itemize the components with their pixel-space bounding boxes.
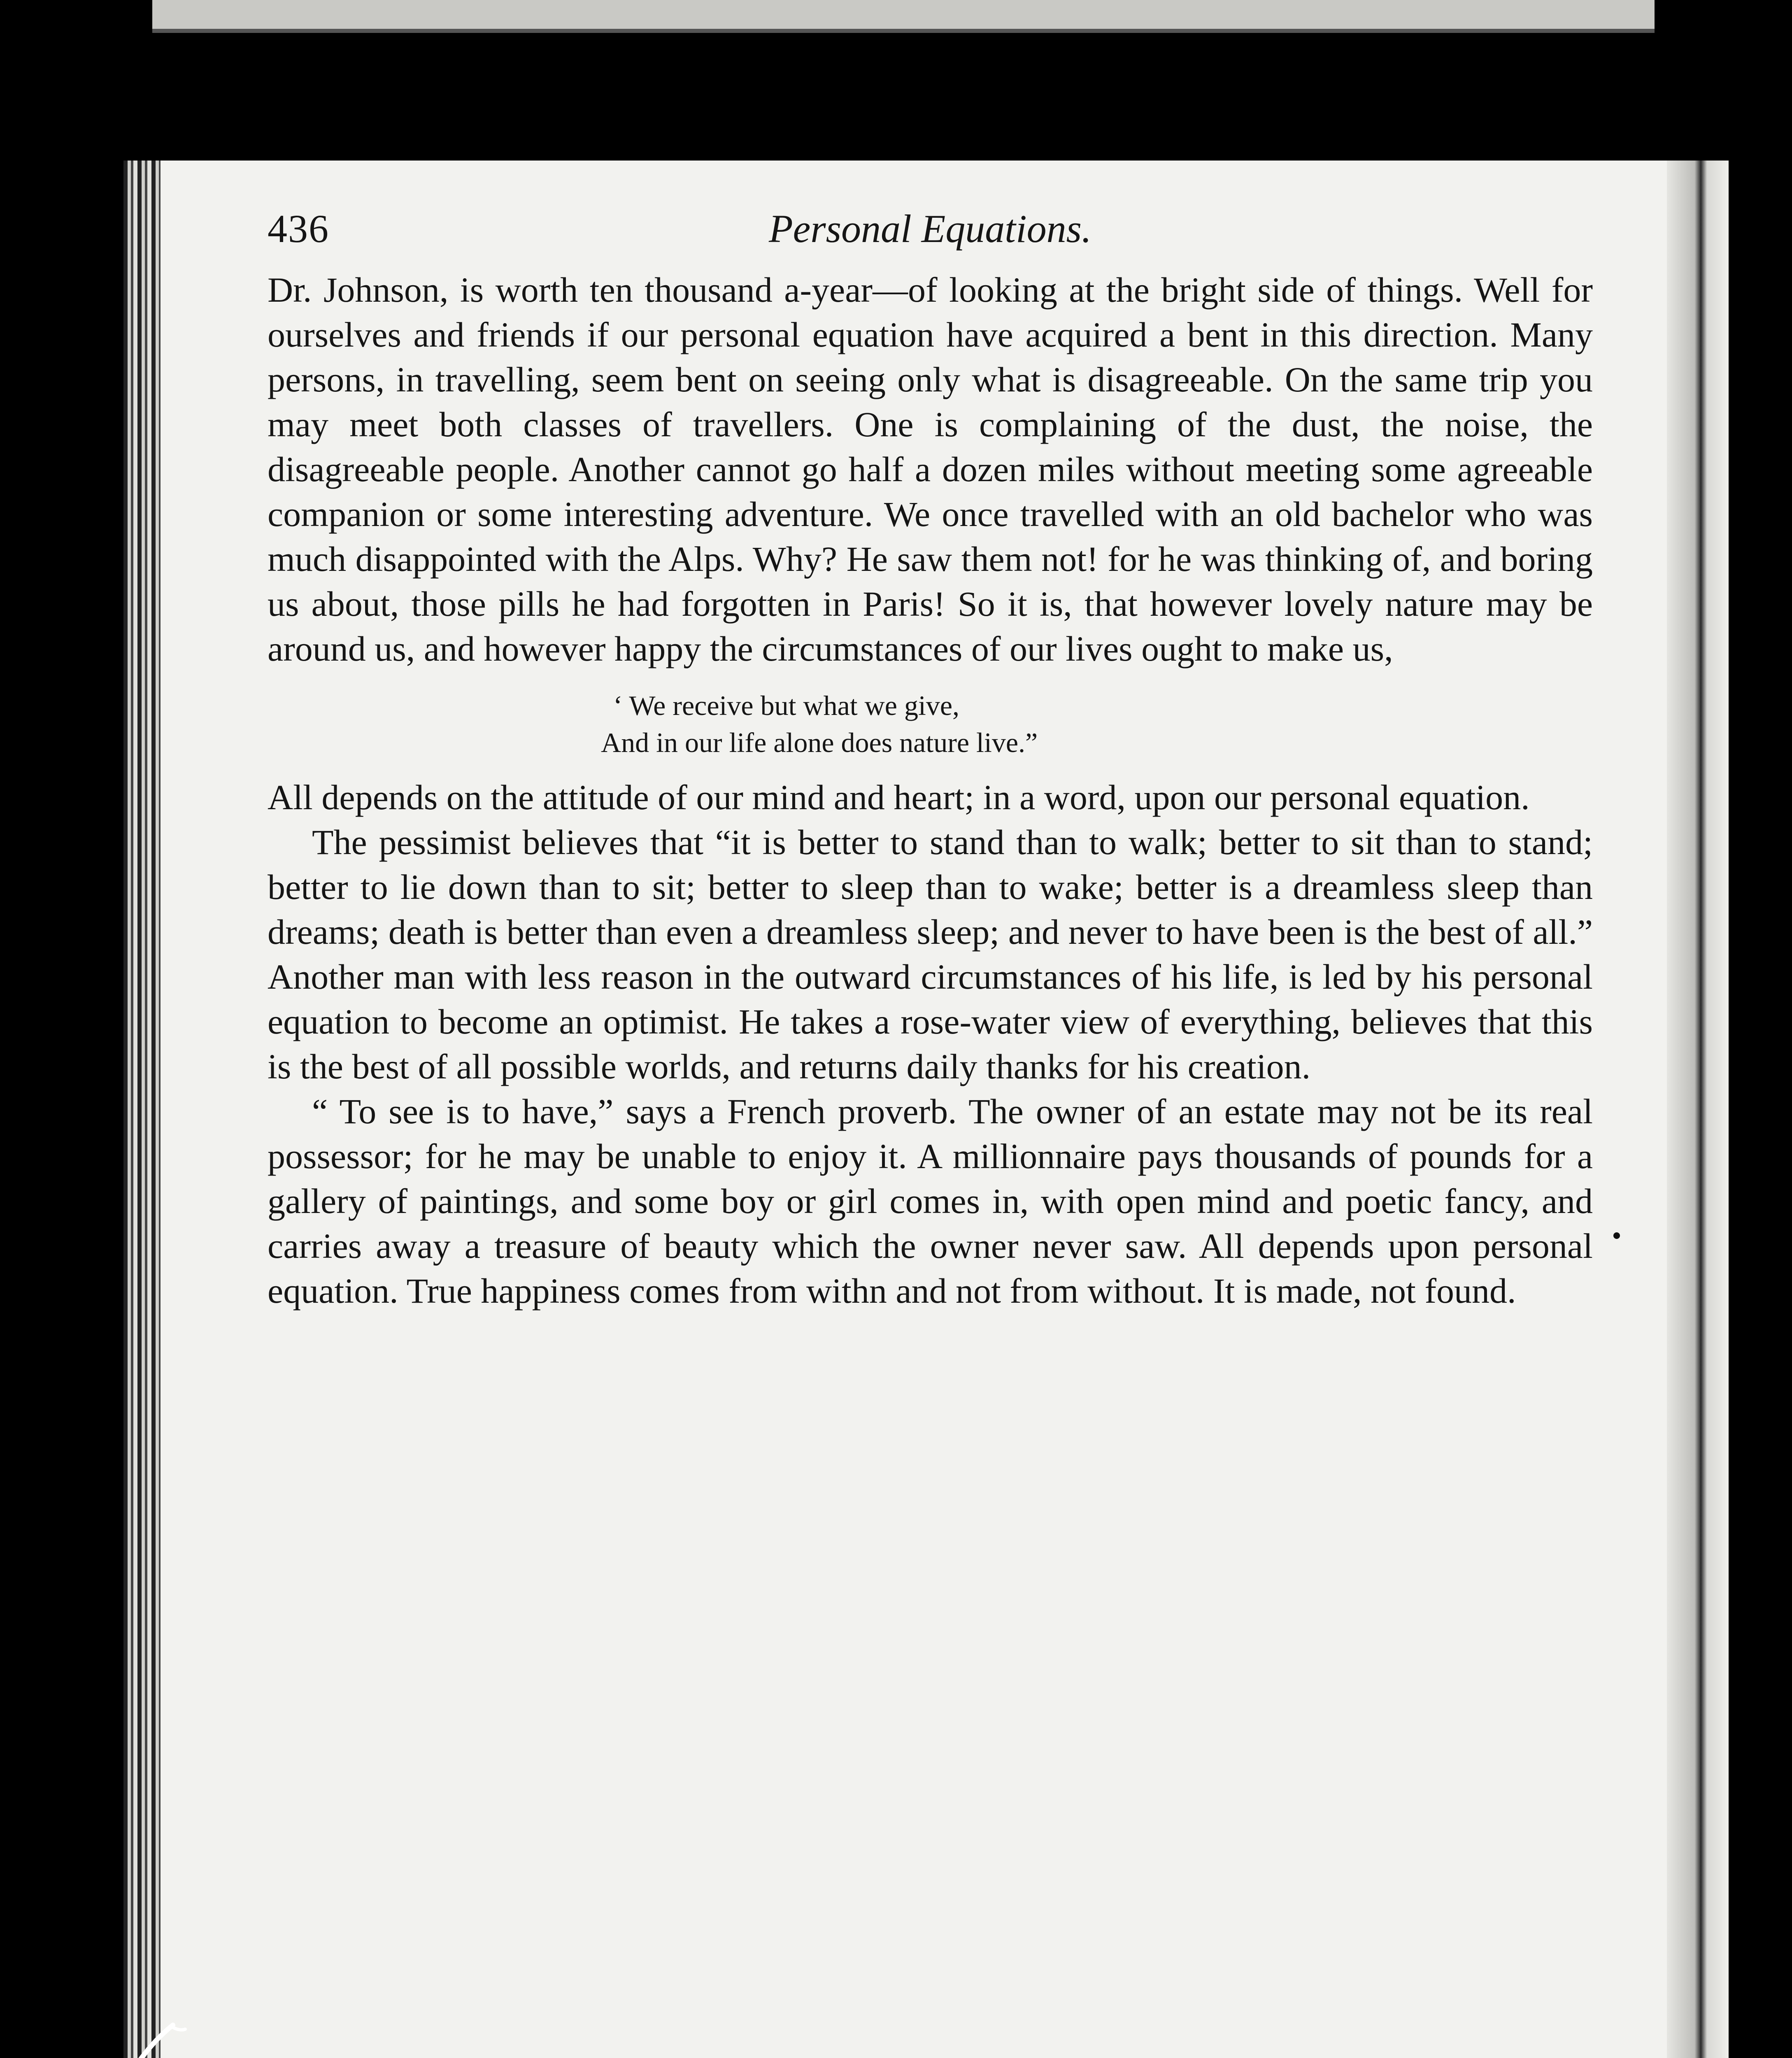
page-binding-edge: [123, 161, 161, 2058]
paragraph-french-proverb: “ To see is to have,” says a French proverb. The owner of an estate may not be its real possessor; for he may be unable to enjoy it. A millionnaire pays thousands of pounds for a gallery of paintings, and some boy or girl comes in, with open mind and poetic fancy, and carries away a treasure of beauty which the owner never saw. All depends upon personal equation. True happiness comes from withn and not from without. It is made, not found.: [268, 1092, 1593, 1311]
previous-page-edge: [152, 0, 1655, 33]
verse-line-1: ‘ We receive but what we give,: [613, 690, 960, 721]
page-number: 436: [268, 207, 329, 251]
running-title: Personal Equations.: [769, 207, 1091, 251]
margin-pencil-mark: [82, 2017, 189, 2058]
page-fore-edge: [1667, 161, 1729, 2058]
verse-line-2: And in our life alone does nature live.”: [601, 727, 1038, 758]
paragraph-attitude: All depends on the attitude of our mind and heart; in a word, upon our personal equation.: [268, 778, 1530, 817]
verse-quote: [268, 687, 1593, 761]
running-head: [268, 198, 1593, 268]
paragraph-johnson: Dr. Johnson, is worth ten thousand a-year—of looking at the bright side of things. Well for ourselves and friends if our personal equation have acquired a bent in this direction. Many persons, in travelling, seem bent on seeing only what is disagreeable. On the same trip you may meet both classes of travellers. One is complaining of the dust, the noise, the disagreeable people. Another cannot go half a dozen miles without meeting some agreeable companion or some interesting adventure. We once travelled with an old bachelor who was much disappointed with the Alps. Why? He saw them not! for he was thinking of, and boring us about, those pills he had forgotten in Paris! So it is, that however lovely nature may be around us, and however happy the circumstances of our lives ought to make us,: [268, 270, 1593, 668]
paragraph-pessimist: The pessimist believes that “it is better to stand than to walk; better to sit than to stand; better to lie down than to sit; better to sleep than to wake; better is a dreamless sleep than dreams; death is better than even a dreamless sleep; and never to have been is the best of all.” Another man with less reason in the outward circumstances of his life, is led by his personal equation to become an optimist. He takes a rose-water view of everything, believes that this is the best of all possible worlds, and returns daily thanks for his creation.: [268, 822, 1593, 1086]
margin-dot: [1613, 1232, 1620, 1239]
page-text-block: [268, 198, 1593, 1313]
